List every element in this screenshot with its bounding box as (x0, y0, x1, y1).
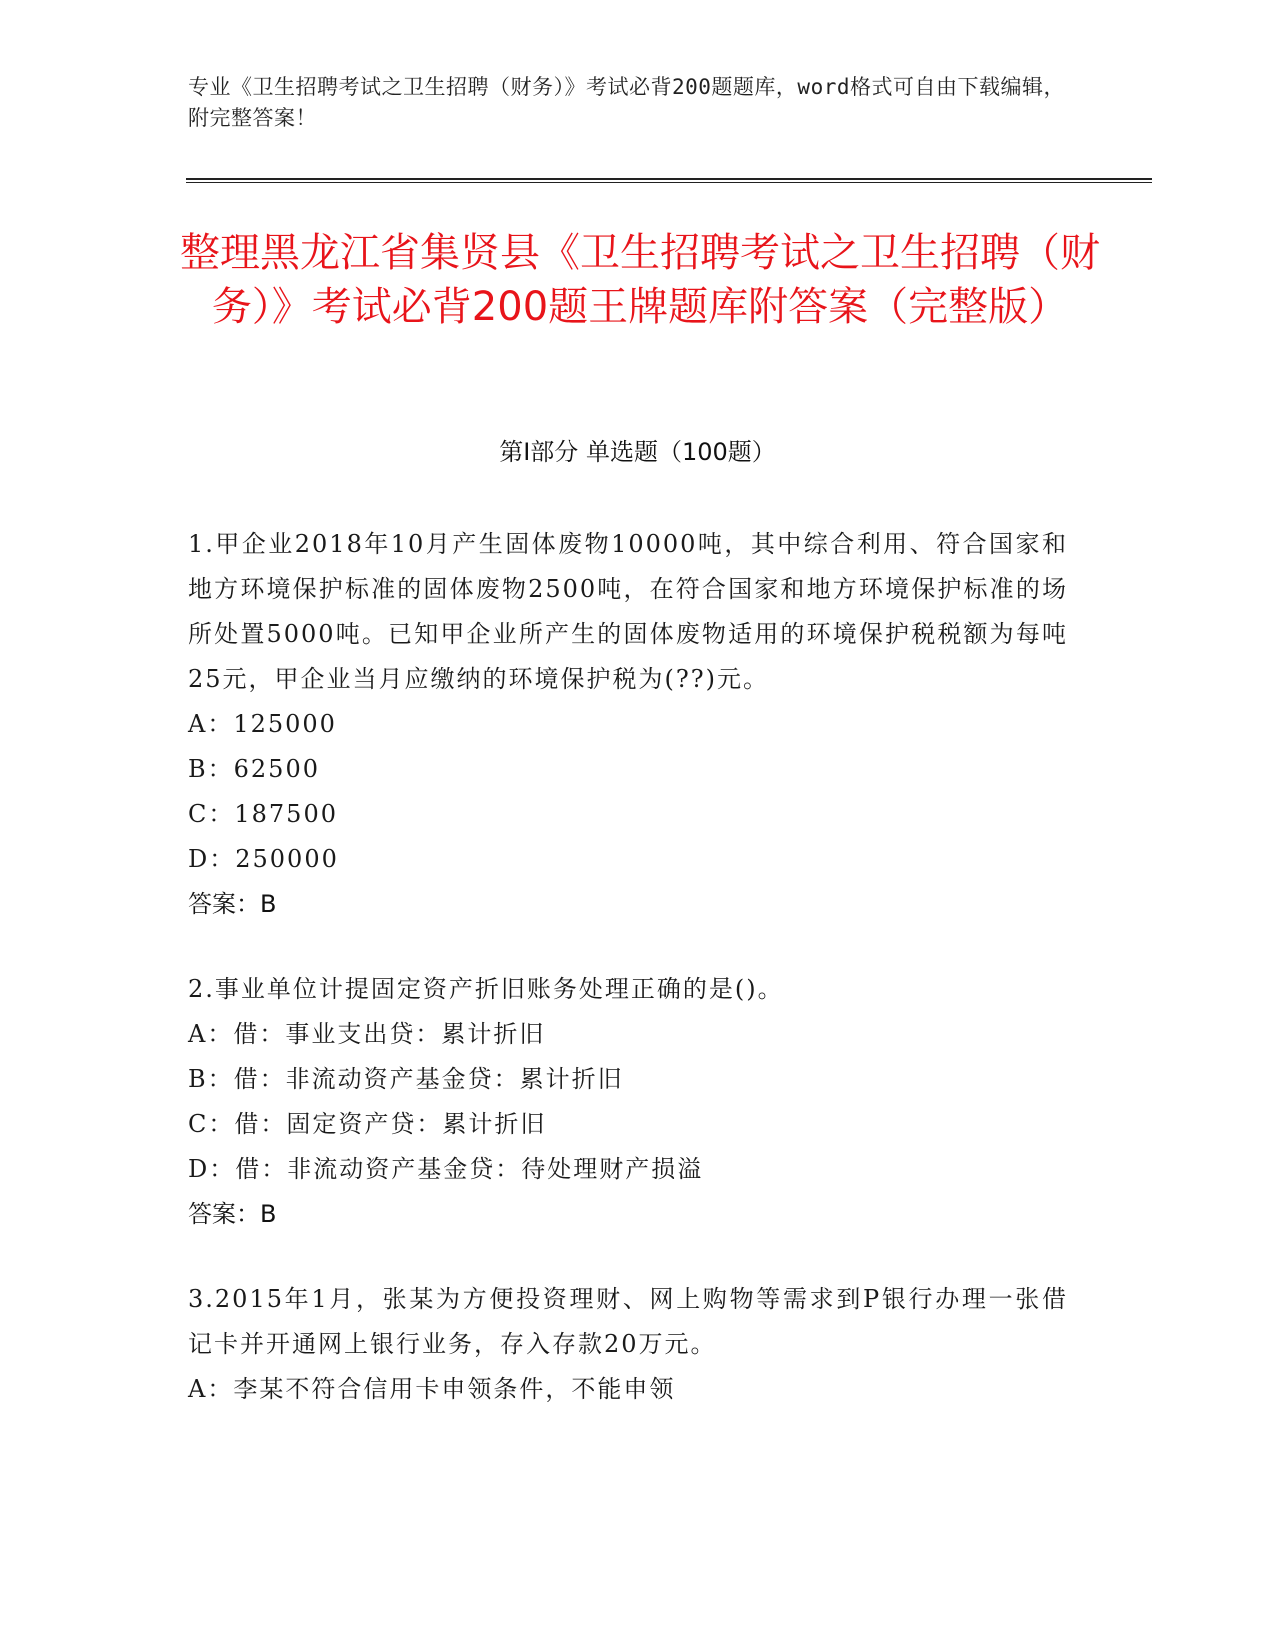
question-text: 3.2015年1月，张某为方便投资理财、网上购物等需求到P银行办理一张借记卡并开通网上银行业务，存入存款20万元。 (188, 1285, 1068, 1358)
option-b: B：借：非流动资产基金贷：累计折旧 (188, 1065, 624, 1093)
header-rule-thin (186, 182, 1152, 183)
header-rule-thick (186, 178, 1152, 180)
option-c: C：187500 (188, 800, 338, 828)
answer: 答案：B (188, 890, 277, 918)
option-c: C：借：固定资产贷：累计折旧 (188, 1110, 547, 1138)
section-heading: 第Ⅰ部分 单选题（100题） (499, 438, 776, 466)
question-3 (188, 1277, 1068, 1412)
question-1 (188, 522, 1068, 927)
option-a: A：125000 (188, 710, 337, 738)
question-text: 1.甲企业2018年10月产生固体废物10000吨，其中综合利用、符合国家和地方环境保护标准的固体废物2500吨，在符合国家和地方环境保护标准的场所处置5000吨。已知甲企业所产生的固体废物适用的环境保护税税额为每吨25元，甲企业当月应缴纳的环境保护税为(??)元。 (188, 530, 1068, 693)
document-title: 整理黑龙江省集贤县《卫生招聘考试之卫生招聘（财务）》考试必背200题王牌题库附答案（完整版） (180, 230, 1100, 330)
option-a: A：李某不符合信用卡申领条件，不能申领 (188, 1375, 676, 1403)
header-note: 专业《卫生招聘考试之卫生招聘（财务）》考试必背200题题库，word格式可自由下载编辑，附完整答案！ (188, 75, 1065, 130)
answer: 答案：B (188, 1200, 277, 1228)
option-a: A：借：事业支出贷：累计折旧 (188, 1020, 546, 1048)
option-b: B：62500 (188, 755, 320, 783)
option-d: D：250000 (188, 845, 339, 873)
option-d: D：借：非流动资产基金贷：待处理财产损溢 (188, 1155, 704, 1183)
question-text: 2.事业单位计提固定资产折旧账务处理正确的是()。 (188, 975, 784, 1003)
question-list (188, 522, 1068, 1452)
question-2 (188, 967, 1068, 1237)
